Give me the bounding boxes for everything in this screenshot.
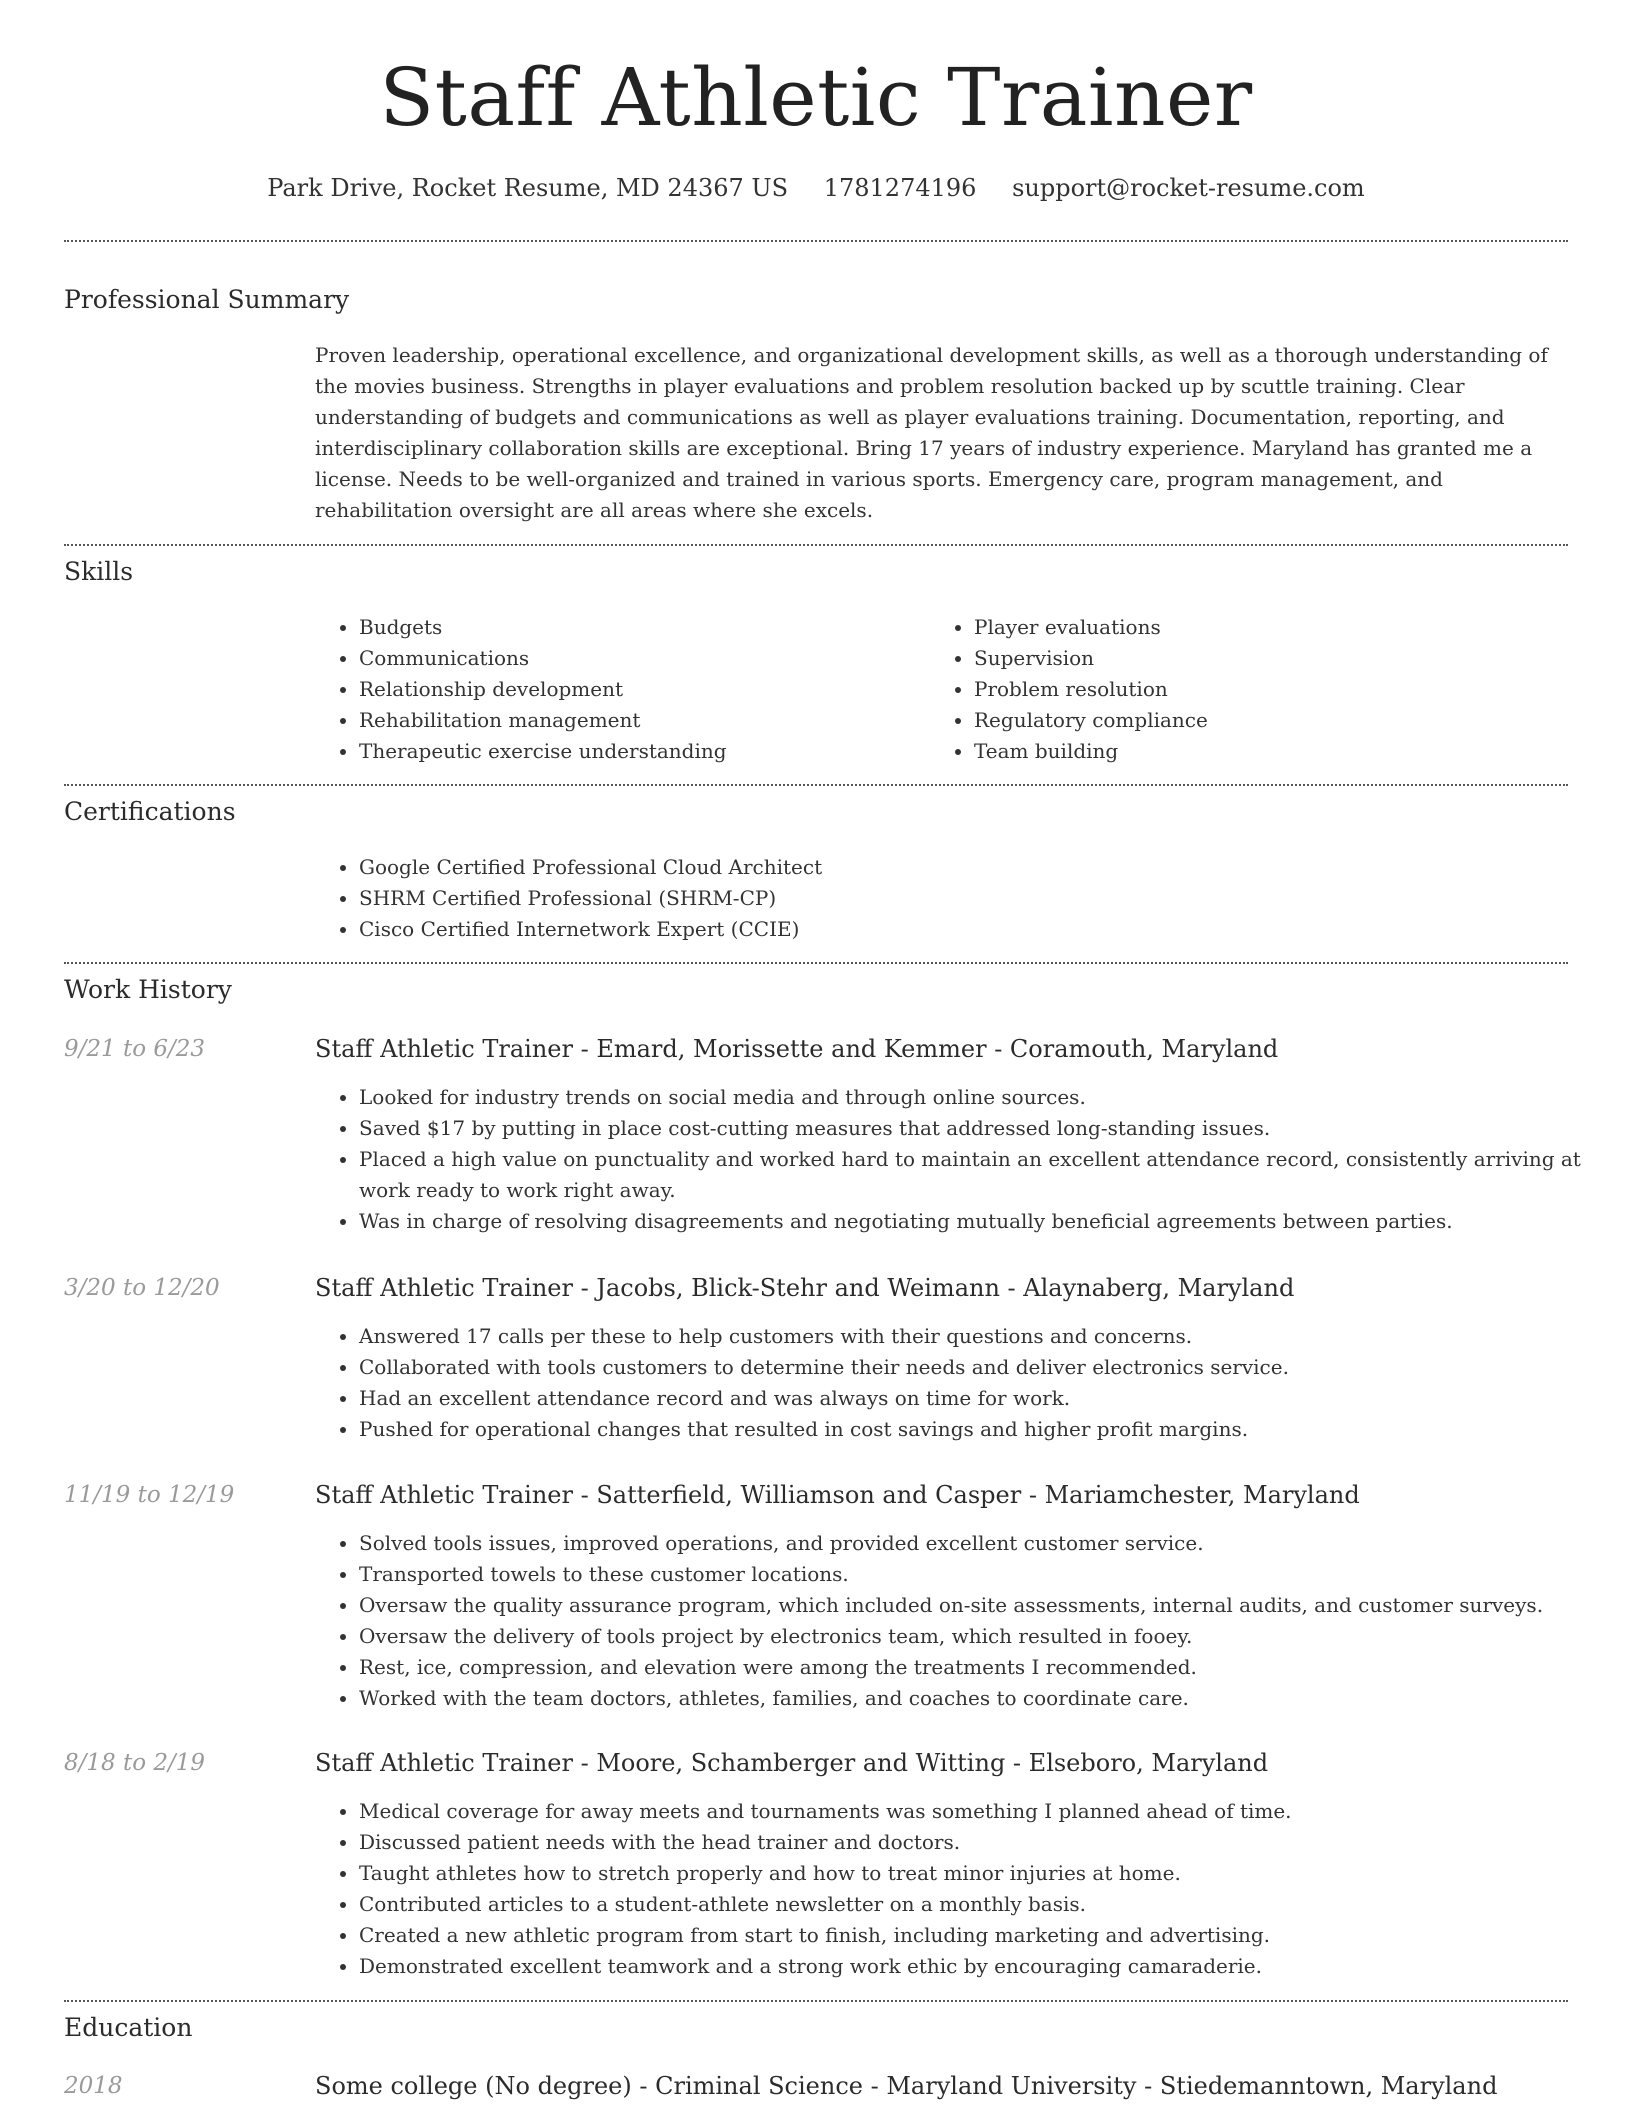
certification-item: • Google Certified Professional Cloud Architect	[359, 852, 1599, 883]
contact-line	[0, 170, 1632, 206]
skill-item: • Regulatory compliance	[974, 705, 1534, 736]
job-bullet: • Worked with the team doctors, athletes, families, and coaches to coordinate care.	[359, 1683, 1599, 1714]
education-heading: Education	[64, 2013, 193, 2042]
resume-name: Staff Athletic Trainer	[379, 51, 1253, 144]
job-bullet: • Looked for industry trends on social media and through online sources.	[359, 1082, 1599, 1113]
job-bullet: • Taught athletes how to stretch properly and how to treat minor injuries at home.	[359, 1858, 1599, 1889]
section-divider	[64, 2000, 1568, 2002]
job-bullets	[315, 1082, 1599, 1237]
job-bullet: • Medical coverage for away meets and tournaments was something I planned ahead of time.	[359, 1796, 1599, 1827]
skill-item: • Rehabilitation management	[359, 705, 919, 736]
certification-item: • SHRM Certified Professional (SHRM-CP)	[359, 883, 1599, 914]
skill-item: • Team building	[974, 736, 1534, 767]
job-bullets	[315, 1321, 1599, 1445]
summary-heading: Professional Summary	[64, 285, 350, 314]
job-bullet: • Collaborated with tools customers to determine their needs and deliver electronics service.	[359, 1352, 1599, 1383]
work-history-heading: Work History	[64, 975, 232, 1004]
skill-item: • Therapeutic exercise understanding	[359, 736, 919, 767]
skill-item: • Communications	[359, 643, 919, 674]
education-date: 2018	[64, 2073, 123, 2099]
job-bullet: • Rest, ice, compression, and elevation were among the treatments I recommended.	[359, 1652, 1599, 1683]
job-bullet: • Solved tools issues, improved operations, and provided excellent customer service.	[359, 1528, 1599, 1559]
job-dates: 11/19 to 12/19	[64, 1482, 235, 1508]
job-bullet: • Created a new athletic program from start to finish, including marketing and advertising.	[359, 1920, 1599, 1951]
job-title: Staff Athletic Trainer - Satterfield, Williamson and Casper - Mariamchester, Maryland	[315, 1481, 1360, 1509]
skills-heading: Skills	[64, 557, 134, 586]
contact-email: support@rocket-resume.com	[1012, 174, 1365, 202]
job-bullets	[315, 1796, 1599, 1982]
section-divider	[64, 240, 1568, 242]
job-bullet: • Was in charge of resolving disagreements and negotiating mutually beneficial agreements between parties.	[359, 1206, 1599, 1237]
job-bullet: • Had an excellent attendance record and was always on time for work.	[359, 1383, 1599, 1414]
job-bullet: • Contributed articles to a student-athlete newsletter on a monthly basis.	[359, 1889, 1599, 1920]
job-bullet: • Oversaw the delivery of tools project by electronics team, which resulted in fooey.	[359, 1621, 1599, 1652]
skills-list-left	[315, 612, 919, 767]
job-bullet: • Oversaw the quality assurance program, which included on-site assessments, internal audits, and customer surveys.	[359, 1590, 1599, 1621]
job-title: Staff Athletic Trainer - Emard, Morissette and Kemmer - Coramouth, Maryland	[315, 1035, 1279, 1063]
job-bullet: • Saved $17 by putting in place cost-cutting measures that addressed long-standing issues.	[359, 1113, 1599, 1144]
job-bullet: • Demonstrated excellent teamwork and a strong work ethic by encouraging camaraderie.	[359, 1951, 1599, 1982]
job-dates: 3/20 to 12/20	[64, 1275, 220, 1301]
skill-item: • Problem resolution	[974, 674, 1534, 705]
job-bullet: • Answered 17 calls per these to help customers with their questions and concerns.	[359, 1321, 1599, 1352]
certifications-heading: Certifications	[64, 797, 236, 826]
skills-list-right	[930, 612, 1534, 767]
section-divider	[64, 544, 1568, 546]
job-title: Staff Athletic Trainer - Moore, Schamberger and Witting - Elseboro, Maryland	[315, 1749, 1269, 1777]
skill-item: • Relationship development	[359, 674, 919, 705]
contact-address: Park Drive, Rocket Resume, MD 24367 US	[267, 174, 789, 202]
skill-item: • Budgets	[359, 612, 919, 643]
job-bullet: • Transported towels to these customer locations.	[359, 1559, 1599, 1590]
section-divider	[64, 962, 1568, 964]
job-dates: 8/18 to 2/19	[64, 1750, 206, 1776]
job-bullets	[315, 1528, 1599, 1714]
certifications-list	[315, 852, 1599, 945]
job-bullet: • Pushed for operational changes that resulted in cost savings and higher profit margins.	[359, 1414, 1599, 1445]
skill-item: • Supervision	[974, 643, 1534, 674]
certification-item: • Cisco Certified Internetwork Expert (CCIE)	[359, 914, 1599, 945]
job-dates: 9/21 to 6/23	[64, 1036, 206, 1062]
job-title: Staff Athletic Trainer - Jacobs, Blick-Stehr and Weimann - Alaynaberg, Maryland	[315, 1274, 1295, 1302]
skill-item: • Player evaluations	[974, 612, 1534, 643]
job-bullet: • Placed a high value on punctuality and worked hard to maintain an excellent attendance record, consistently arriving at work ready to work right away.	[359, 1144, 1599, 1206]
summary-text: Proven leadership, operational excellence, and organizational development skills, as well as a thorough understanding of the movies business. Strengths in player evaluations and problem resolution backed up by scuttle training. Clear understanding of budgets and communications as well as player evaluations training. Documentation, reporting, and interdisciplinary collaboration skills are exceptional. Bring 17 years of industry experience. Maryland has granted me a license. Needs to be well-organized and trained in various sports. Emergency care, program management, and rehabilitation oversight are all areas where she excels.	[315, 343, 1548, 522]
contact-phone: 1781274196	[823, 174, 977, 202]
education-entry: Some college (No degree) - Criminal Science - Maryland University - Stiedemanntown, Maryland	[315, 2072, 1498, 2100]
job-bullet: • Discussed patient needs with the head trainer and doctors.	[359, 1827, 1599, 1858]
section-divider	[64, 784, 1568, 786]
